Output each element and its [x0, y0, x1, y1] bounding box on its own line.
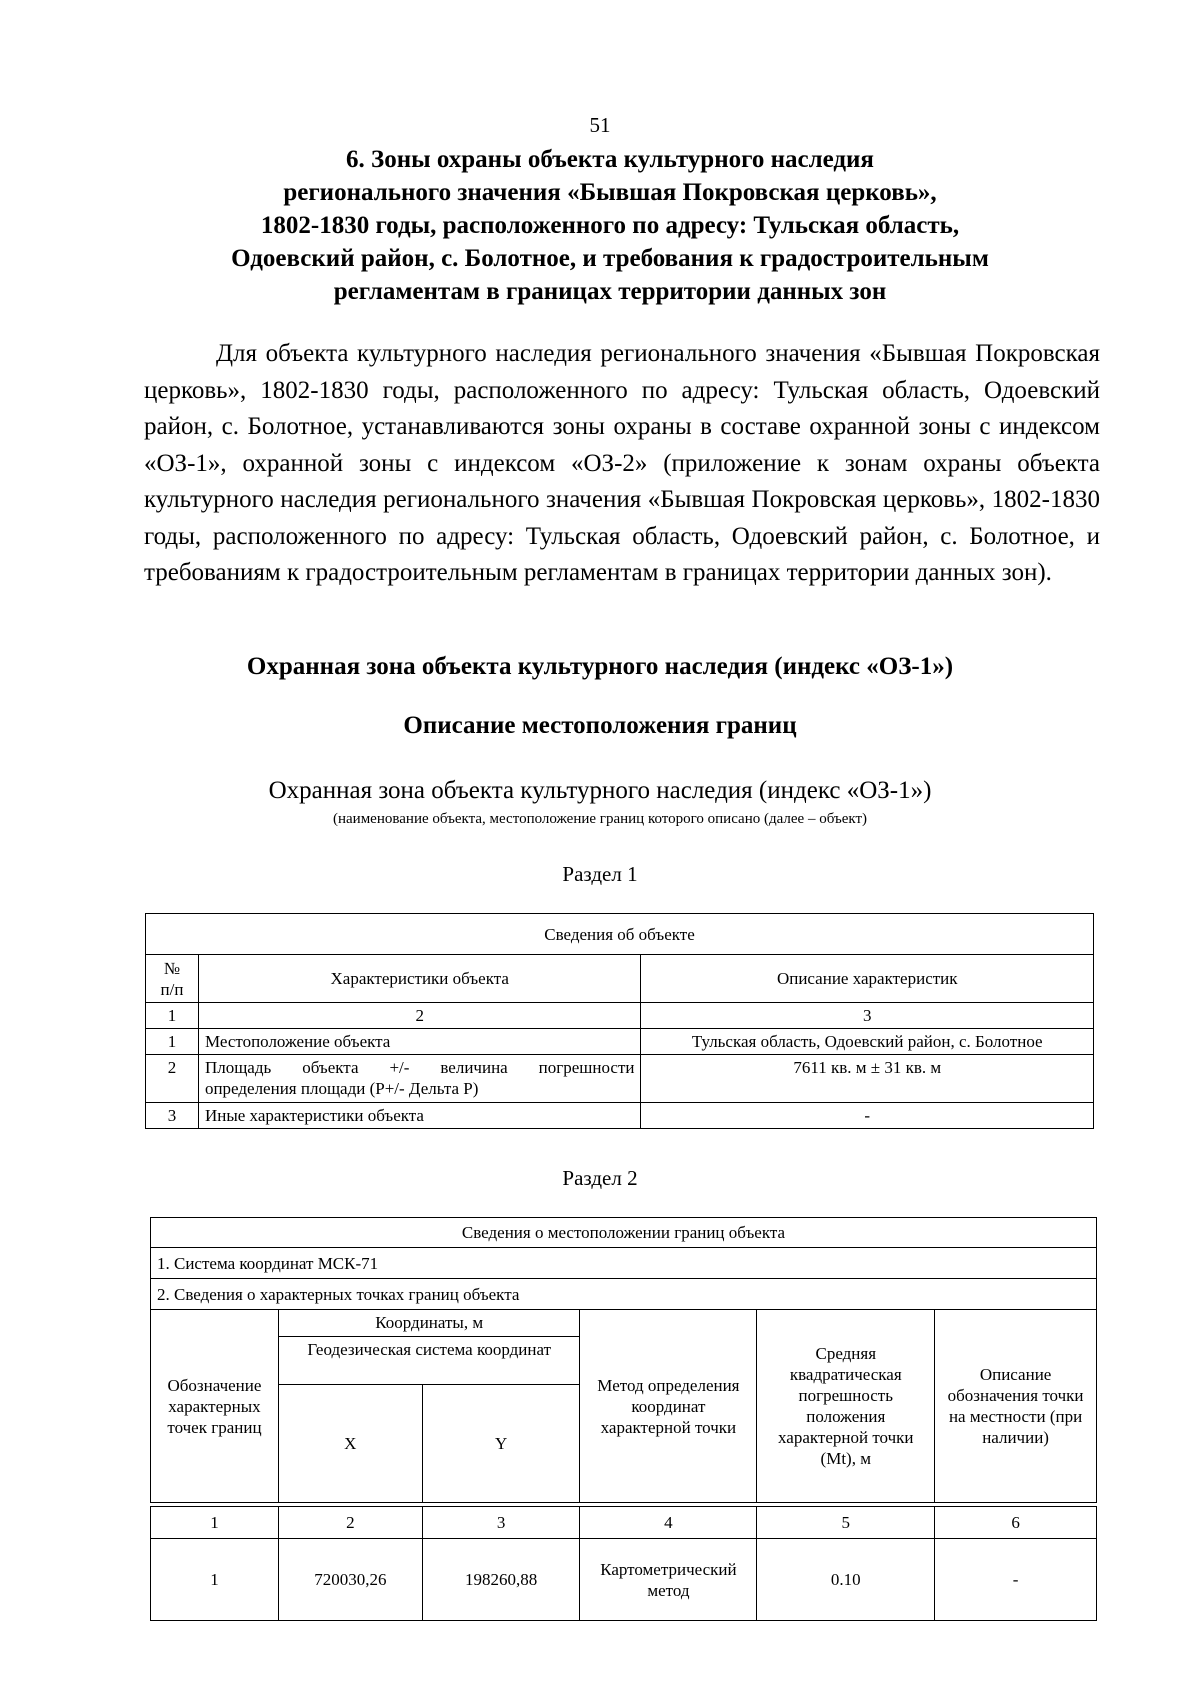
- table-row: [146, 1055, 1094, 1103]
- row-characteristic: Местоположение объекта: [198, 1029, 641, 1055]
- index-cell: 5: [757, 1507, 935, 1539]
- header-number: № п/п: [146, 955, 199, 1003]
- object-info-table: [145, 913, 1094, 1129]
- title-line-1: 6. Зоны охраны объекта культурного наследия: [346, 146, 874, 173]
- object-name: Охранная зона объекта культурного наследия (индекс «ОЗ-1»): [268, 777, 932, 804]
- header-y: Y: [422, 1385, 580, 1503]
- row-characteristic: Площадь объекта +/- величина погрешности определения площади (Р+/- Дельта Р): [198, 1055, 641, 1103]
- table-row: [146, 1029, 1094, 1055]
- section-2-label: Раздел 2: [562, 1166, 638, 1190]
- index-cell: 3: [422, 1507, 580, 1539]
- header-characteristic: Характеристики объекта: [198, 955, 641, 1003]
- index-cell: 4: [580, 1507, 757, 1539]
- boundary-table: [150, 1217, 1097, 1621]
- index-cell: 1: [151, 1507, 279, 1539]
- header-point-description: Описание обозначения точки на местности (при наличии): [935, 1310, 1097, 1503]
- point-error: 0.10: [757, 1539, 935, 1621]
- row-number: 1: [146, 1029, 199, 1055]
- header-description: Описание характеристик: [641, 955, 1094, 1003]
- section-1-label: Раздел 1: [562, 862, 638, 886]
- table-title: Сведения об объекте: [146, 914, 1094, 955]
- coordinate-system: 1. Система координат МСК-71: [151, 1248, 1097, 1279]
- row-value: Тульская область, Одоевский район, с. Болотное: [641, 1029, 1094, 1055]
- header-geodetic-system: Геодезическая система координат: [278, 1337, 580, 1385]
- row-value: 7611 кв. м ± 31 кв. м: [641, 1055, 1094, 1103]
- index-cell: 1: [146, 1003, 199, 1029]
- title-line-5: регламентам в границах территории данных зон: [333, 278, 887, 305]
- index-cell: 6: [935, 1507, 1097, 1539]
- description-heading: Описание местоположения границ: [403, 712, 797, 739]
- point-method: Картометрический метод: [580, 1539, 757, 1621]
- points-title: 2. Сведения о характерных точках границ объекта: [151, 1279, 1097, 1310]
- index-cell: 3: [641, 1003, 1094, 1029]
- header-coordinates: Координаты, м: [278, 1310, 580, 1337]
- row-number: 3: [146, 1103, 199, 1129]
- point-id: 1: [151, 1539, 279, 1621]
- object-caption: (наименование объекта, местоположение границ которого описано (далее – объект): [332, 811, 868, 827]
- header-point-designation: Обозначение характерных точек границ: [151, 1310, 279, 1503]
- title-line-4: Одоевский район, с. Болотное, и требования к градостроительным: [231, 245, 989, 272]
- header-mean-error: Средняя квадратическая погрешность положения характерной точки (Mt), м: [757, 1310, 935, 1503]
- point-description: -: [935, 1539, 1097, 1621]
- title-line-3: 1802-1830 годы, расположенного по адресу: Тульская область,: [260, 212, 960, 239]
- point-y: 198260,88: [422, 1539, 580, 1621]
- page-number: 51: [589, 113, 611, 137]
- row-number: 2: [146, 1055, 199, 1103]
- row-characteristic: Иные характеристики объекта: [198, 1103, 641, 1129]
- zone-heading: Охранная зона объекта культурного наследия (индекс «ОЗ-1»): [246, 653, 954, 680]
- header-method: Метод определения координат характерной точки: [580, 1310, 757, 1503]
- section-title: [140, 143, 1080, 308]
- intro-paragraph: Для объекта культурного наследия регионального значения «Бывшая Покровская церковь», 1802-1830 годы, расположенного по адресу: Тульская область, Одоевский район, с. Болотное, устанавливаются зоны охраны в составе охранной зоны с индексом «ОЗ-1», охранной зоны с индексом «ОЗ-2» (приложение к зонам охраны объекта культурного наследия регионального значения «Бывшая Покровская церковь», 1802-1830 годы, расположенного по адресу: Тульская область, Одоевский район, с. Болотное, и требованиям к градостроительным регламентам в границах территории данных зон).: [144, 340, 1100, 586]
- table-row: [151, 1539, 1097, 1621]
- table-title: Сведения о местоположении границ объекта: [151, 1218, 1097, 1248]
- point-x: 720030,26: [278, 1539, 422, 1621]
- header-x: X: [278, 1385, 422, 1503]
- index-cell: 2: [278, 1507, 422, 1539]
- row-value: -: [641, 1103, 1094, 1129]
- table-row: [146, 1103, 1094, 1129]
- index-cell: 2: [198, 1003, 641, 1029]
- title-line-2: регионального значения «Бывшая Покровская церковь»,: [283, 179, 937, 206]
